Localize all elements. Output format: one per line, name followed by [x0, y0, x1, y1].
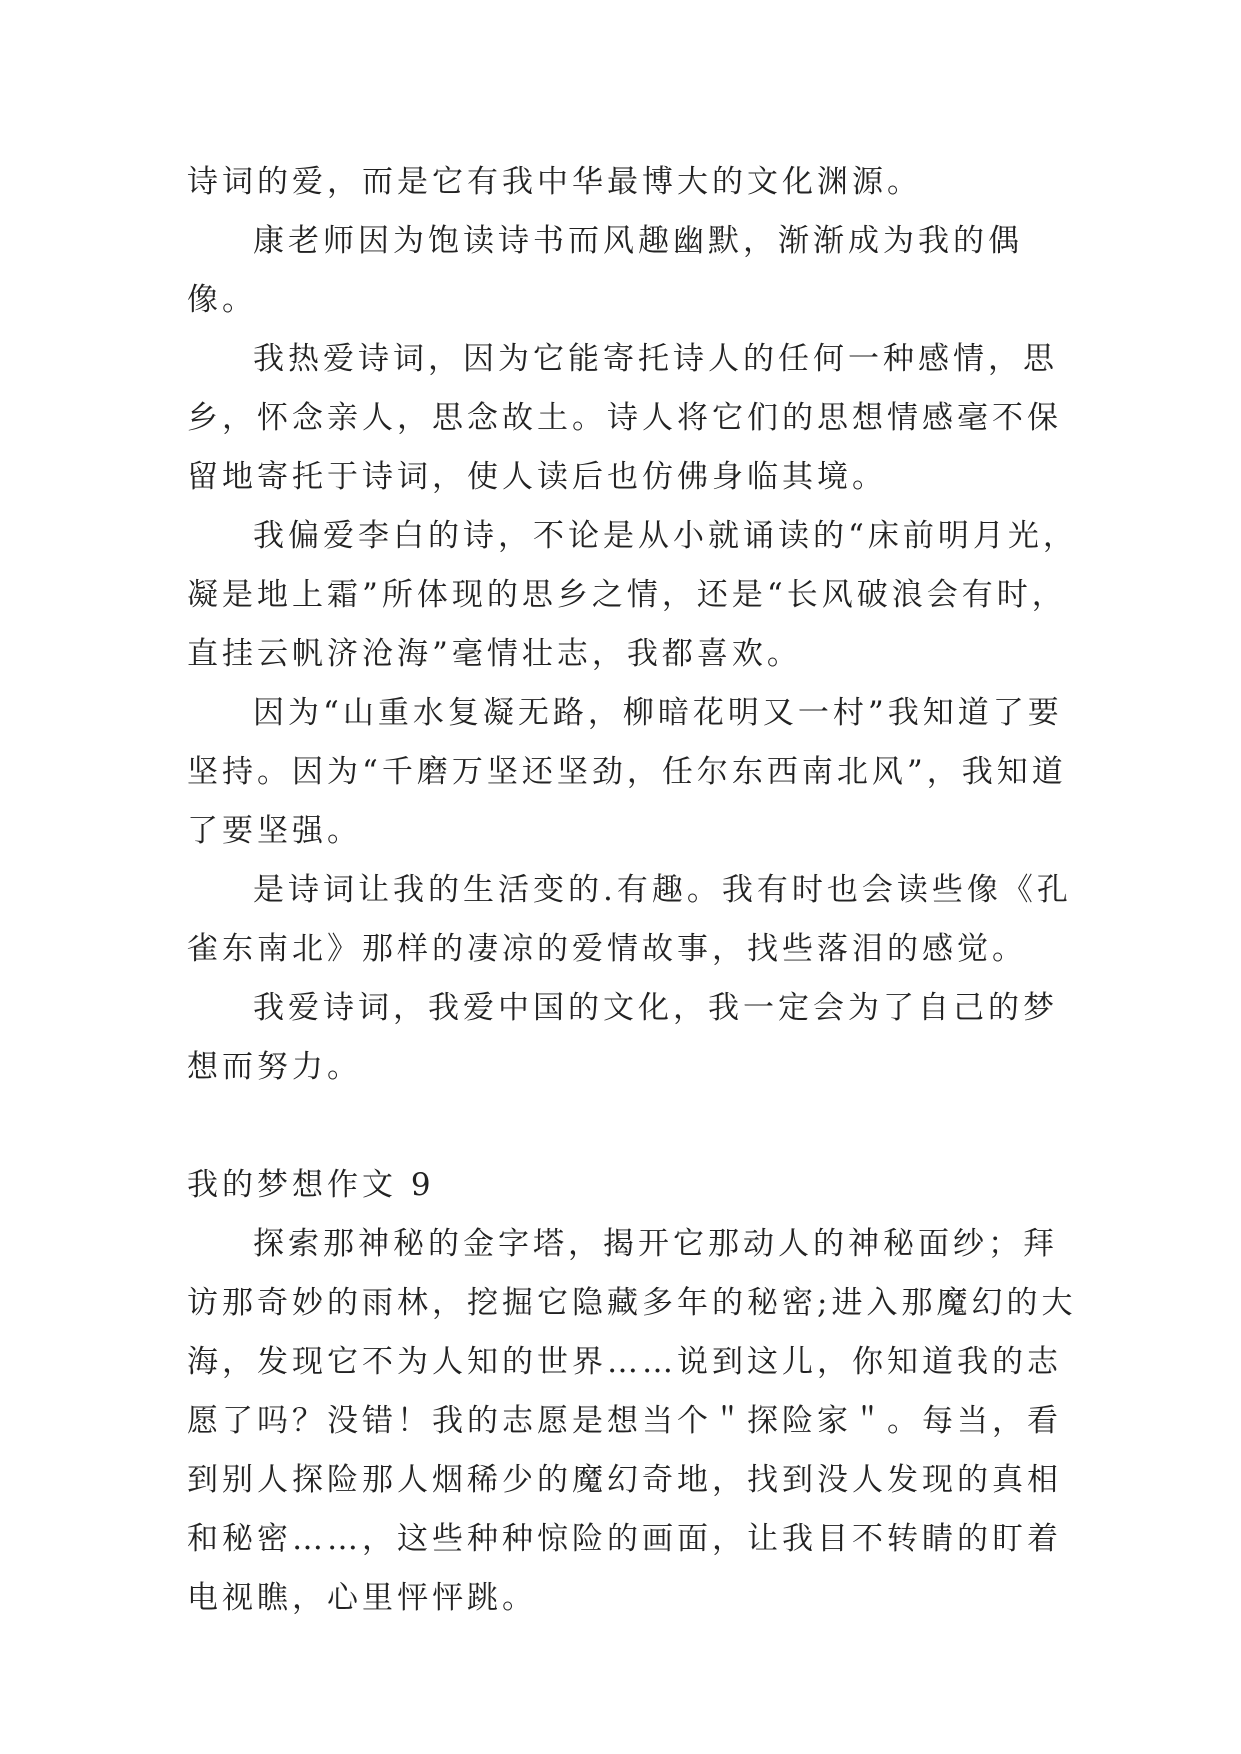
paragraph-love-poetry: 我热爱诗词，因为它能寄托诗人的任何一种感情，思乡，怀念亲人，思念故土。诗人将它们的思想情感毫不保留地寄托于诗词，使人读后也仿佛身临其境。: [187, 341, 1062, 495]
paragraph-love-culture: 我爱诗词，我爱中国的文化，我一定会为了自己的梦想而努力。: [187, 990, 1058, 1085]
paragraph-persistence: 因为“山重水复凝无路，柳暗花明又一村”我知道了要坚持。因为“千磨万坚还坚劲，任尔东西南北风”，我知道了要坚强。: [187, 695, 1067, 849]
paragraph-continuation: 诗词的爱，而是它有我中华最博大的文化渊源。: [187, 164, 922, 200]
paragraph-explorer-dream: 探索那神秘的金字塔，揭开它那动人的神秘面纱；拜访那奇妙的雨林，挖掘它隐藏多年的秘密;进入那魔幻的大海，发现它不为人知的世界……说到这儿，你知道我的志愿了吗？没错！我的志愿是想当个＂探险家＂。每当，看到别人探险那人烟稀少的魔幻奇地，找到没人发现的真相和秘密……，这些种种惊险的画面，让我目不转睛的盯着电视瞧，心里怦怦跳。: [187, 1226, 1077, 1616]
section-heading: 我的梦想作文 9: [187, 1167, 435, 1203]
paragraph-li-bai: 我偏爱李白的诗，不论是从小就诵读的“床前明月光，凝是地上霜”所体现的思乡之情，还是“长风破浪会有时，直挂云帆济沧海”毫情壮志，我都喜欢。: [187, 518, 1078, 672]
paragraph-interesting-life: 是诗词让我的生活变的.有趣。我有时也会读些像《孔雀东南北》那样的凄凉的爱情故事，找些落泪的感觉。: [187, 872, 1072, 967]
paragraph-teacher-idol: 康老师因为饱读诗书而风趣幽默，渐渐成为我的偶像。: [187, 223, 1023, 318]
document-body: [187, 153, 1087, 1628]
